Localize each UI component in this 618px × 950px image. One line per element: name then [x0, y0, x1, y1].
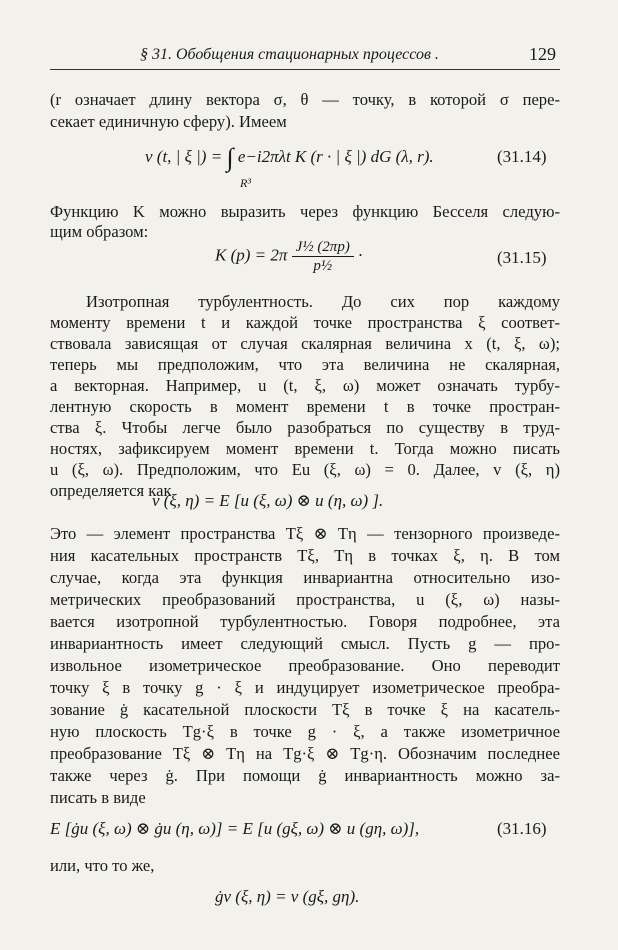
text-line: u (ξ, ω). Предположим, что Eu (ξ, ω) = 0. Далее, v (ξ, η): [50, 460, 560, 479]
text-line: лентную скорость в момент времени t в точке простран-: [50, 397, 560, 416]
equation-number: (31.14): [497, 147, 547, 166]
equation-number: (31.15): [497, 248, 547, 267]
formula-final: ġv (ξ, η) = v (gξ, gη).: [215, 887, 360, 906]
fraction: [292, 238, 354, 275]
text-line: метрических преобразований пространства, u (ξ, ω) назы-: [50, 590, 560, 609]
text-line: зование ġ касательной плоскости Tξ в точке ξ на касатель-: [50, 700, 560, 719]
fraction-numerator: J½ (2πp): [292, 238, 354, 257]
text-line: Это — элемент пространства Tξ ⊗ Tη — тензорного произведе-: [50, 524, 560, 543]
formula-lhs: v (t, | ξ |) =: [145, 147, 223, 166]
text-line: преобразование Tξ ⊗ Tη на Tg·ξ ⊗ Tg·η. Обозначим последнее: [50, 744, 560, 763]
formula-body: e−i2πλt K (r · | ξ |) dG (λ, r).: [237, 147, 434, 166]
formula-v-definition: v (ξ, η) = E [u (ξ, ω) ⊗ u (η, ω) ].: [152, 491, 384, 510]
text-line: (r означает длину вектора σ, θ — точку, в которой σ пере-: [50, 90, 560, 109]
header-rule: [50, 69, 560, 70]
text-line: щим образом:: [50, 222, 149, 241]
formula-lhs: K (p) = 2π: [215, 245, 288, 265]
text-line: ностях, зафиксируем момент времени t. Тогда можно писать: [50, 439, 560, 458]
page-number: 129: [529, 44, 556, 64]
text-line: вается изотропной турбулентностью. Говоря подробнее, эта: [50, 612, 560, 631]
formula-31-14: [145, 143, 434, 173]
formula-31-16: E [ġu (ξ, ω) ⊗ ġu (η, ω)] = E [u (gξ, ω) ⊗ u (gη, ω)],: [50, 819, 420, 838]
text-line: определяется как: [50, 481, 172, 500]
running-title: § 31. Обобщения стационарных процессов .: [140, 46, 439, 63]
text-line: писать в виде: [50, 788, 146, 807]
formula-tail: ·: [358, 245, 363, 265]
section-heading-line: Изотропная турбулентность. До сих пор каждому: [86, 292, 560, 311]
text-line: моменту времени t и каждой точке пространства ξ соответ-: [50, 313, 560, 332]
fraction-denominator: p½: [313, 258, 333, 274]
text-line: случае, когда эта функция инвариантна относительно изо-: [50, 568, 560, 587]
text-line: ную плоскость Tg·ξ в точке g · ξ, а также изометричное: [50, 722, 560, 741]
text-line: ния касательных пространств Tξ, Tη в точках ξ, η. В том: [50, 546, 560, 565]
integral-sign: ∫: [226, 143, 234, 173]
text-line: а векторная. Например, u (t, ξ, ω) может означать турбу-: [50, 376, 560, 395]
text-line: теперь мы предположим, что эта величина не скалярная,: [50, 355, 560, 374]
formula-31-15: [215, 238, 362, 275]
text-line: Функцию K можно выразить через функцию Бесселя следую-: [50, 202, 560, 221]
integral-domain: R³: [240, 176, 251, 190]
text-line: ства ξ. Чтобы легче было разобраться по существу в труд-: [50, 418, 560, 437]
text-line: точку ξ в точку g · ξ и индуцирует изометрическое преобра-: [50, 678, 560, 697]
text-line: извольное изометрическое преобразование. Оно переводит: [50, 656, 560, 675]
text-line: также через ġ. При помощи ġ инвариантность можно за-: [50, 766, 560, 785]
equation-number: (31.16): [497, 819, 547, 838]
text-line: секает единичную сферу). Имеем: [50, 112, 287, 131]
text-line: или, что то же,: [50, 856, 155, 875]
page-header: [50, 40, 560, 70]
text-line: инвариантность имеет следующий смысл. Пусть g — про-: [50, 634, 560, 653]
text-line: ствовала зависящая от случая скалярная величина x (t, ξ, ω);: [50, 334, 560, 353]
